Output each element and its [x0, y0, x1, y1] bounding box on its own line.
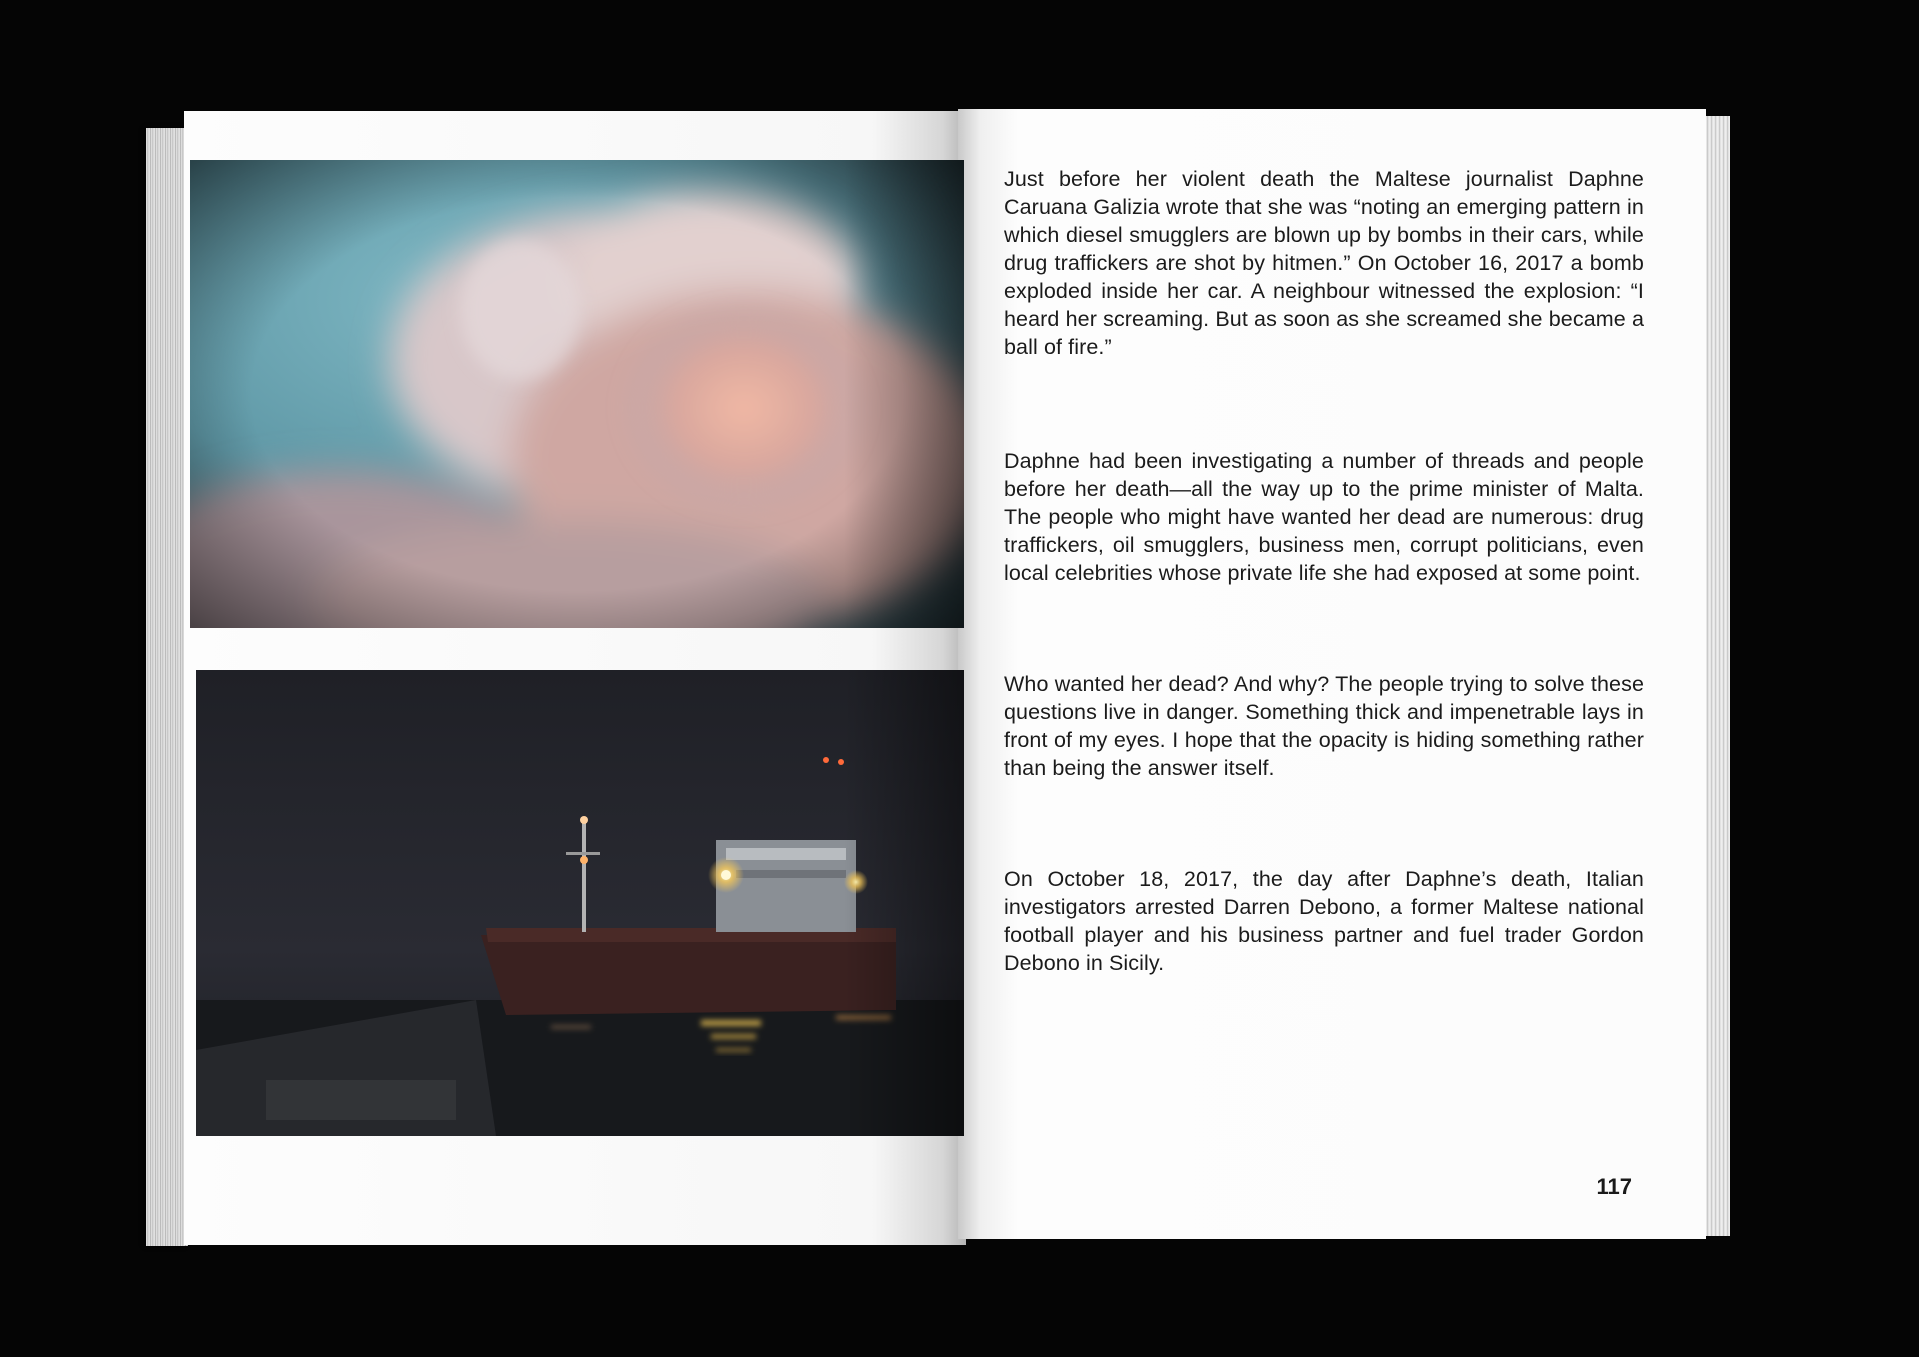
paragraph-1: Just before her violent death the Maltese journalist Daphne Caruana Galizia wrote that she was “noting an emerging pattern in which diesel smugglers are blown up by bombs in their cars, while drug traffickers are shot by hitmen.” On October 16, 2017 a bomb exploded inside her car. A neighbour witnessed the explosion: “I heard her screaming. But as soon as she screamed she became a ball of fire.”	[1004, 167, 1644, 359]
paragraph-3: Who wanted her dead? And why? The people trying to solve these questions live in danger. Something thick and impenetrable lays in front of my eyes. I hope that the opacity is hiding something rather than being the answer itself.	[1004, 672, 1644, 780]
paragraph-2: Daphne had been investigating a number of threads and people before her death—all the way up to the prime minister of Malta. The people who might have wanted her dead are numerous: drug traffickers, oil smugglers, business men, corrupt politicians, even local celebrities whose private life she had exposed at some point.	[1004, 449, 1644, 585]
page-number: 117	[1596, 1174, 1632, 1199]
paragraph-4: On October 18, 2017, the day after Daphne’s death, Italian investigators arrested Darren Debono, a former Maltese national football player and his business partner and fuel trader Gordon Debono in Sicily.	[1004, 867, 1644, 975]
gutter-shadow	[844, 160, 964, 628]
page-edges-left	[146, 128, 188, 1246]
cloud-sky-photo	[190, 160, 964, 628]
gutter-shadow	[844, 670, 964, 1136]
night-ship-harbour-photo	[196, 670, 964, 1136]
